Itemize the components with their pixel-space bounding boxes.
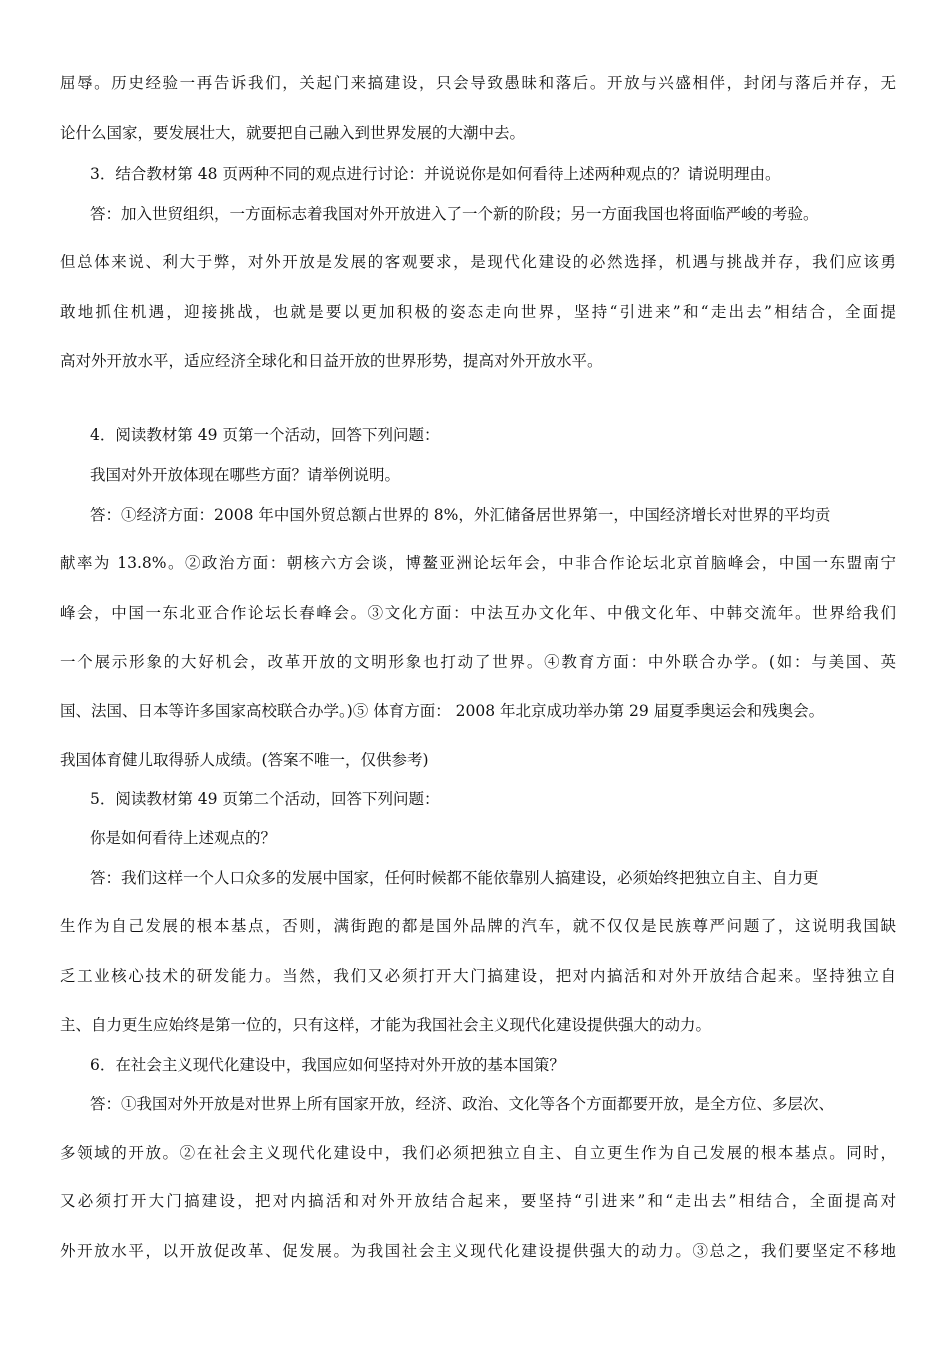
answer-6-line: 又必须打开大门搞建设，把对内搞活和对外开放结合起来，要坚持“引进来”和“走出去”相结合，全面提高对 [60, 1192, 896, 1210]
answer-3-line: 敢地抓住机遇，迎接挑战，也就是要以更加积极的姿态走向世界，坚持“引进来”和“走出去”相结合，全面提 [60, 303, 896, 321]
answer-4-line: 峰会，中国一东北亚合作论坛长春峰会。③文化方面：中法互办文化年、中俄文化年、中韩交流年。世界给我们 [60, 604, 896, 622]
question-5: 5．阅读教材第 49 页第二个活动，回答下列问题： [90, 790, 440, 808]
answer-4-line: 答：①经济方面：2008 年中国外贸总额占世界的 8%，外汇储备居世界第一，中国经济增长对世界的平均贡 [90, 506, 831, 524]
answer-3-line: 答：加入世贸组织，一方面标志着我国对外开放进入了一个新的阶段；另一方面我国也将面临严峻的考验。 [90, 205, 819, 223]
answer-6-line: 外开放水平，以开放促改革、促发展。为我国社会主义现代化建设提供强大的动力。③总之，我们要坚定不移地 [60, 1242, 896, 1260]
paragraph-line: 屈辱。历史经验一再告诉我们，关起门来搞建设，只会导致愚昧和落后。开放与兴盛相伴，封闭与落后并存，无 [60, 74, 896, 92]
answer-6-line: 多领域的开放。②在社会主义现代化建设中，我们必须把独立自主、自立更生作为自己发展的根本基点。同时， [60, 1144, 896, 1162]
answer-5-line: 答：我们这样一个人口众多的发展中国家，任何时候都不能依靠别人搞建设，必须始终把独立自主、自力更 [90, 869, 819, 887]
answer-4-line: 我国体育健儿取得骄人成绩。(答案不唯一，仅供参考) [60, 751, 429, 769]
paragraph-line: 论什么国家，要发展壮大，就要把自己融入到世界发展的大潮中去。 [60, 124, 526, 142]
question-5-prompt: 你是如何看待上述观点的？ [90, 829, 277, 847]
answer-6-line: 答：①我国对外开放是对世界上所有国家开放，经济、政治、文化等各个方面都要开放，是全方位、多层次、 [90, 1095, 835, 1113]
answer-4-line: 献率为 13.8%。②政治方面：朝核六方会谈，博鳌亚洲论坛年会，中非合作论坛北京首脑峰会，中国一东盟南宁 [60, 554, 896, 572]
question-4: 4．阅读教材第 49 页第一个活动，回答下列问题： [90, 426, 440, 444]
answer-3-line: 但总体来说、利大于弊，对外开放是发展的客观要求，是现代化建设的必然选择，机遇与挑战并存，我们应该勇 [60, 253, 896, 271]
answer-4-line: 国、法国、日本等许多国家高校联合办学。)⑤ 体育方面： 2008 年北京成功举办第 29 届夏季奥运会和残奥会。 [60, 702, 825, 720]
question-4-prompt: 我国对外开放体现在哪些方面？请举例说明。 [90, 466, 401, 484]
answer-5-line: 主、自力更生应始终是第一位的，只有这样，才能为我国社会主义现代化建设提供强大的动力。 [60, 1016, 712, 1034]
answer-5-line: 生作为自己发展的根本基点，否则，满街跑的都是国外品牌的汽车，就不仅仅是民族尊严问题了，这说明我国缺 [60, 917, 896, 935]
question-6: 6．在社会主义现代化建设中，我国应如何坚持对外开放的基本国策？ [90, 1056, 565, 1074]
answer-4-line: 一个展示形象的大好机会，改革开放的文明形象也打动了世界。④教育方面：中外联合办学。(如：与美国、英 [60, 653, 896, 671]
question-3: 3．结合教材第 48 页两种不同的观点进行讨论：并说说你是如何看待上述两种观点的？请说明理由。 [90, 165, 781, 183]
answer-5-line: 乏工业核心技术的研发能力。当然，我们又必须打开大门搞建设，把对内搞活和对外开放结合起来。坚持独立自 [60, 967, 896, 985]
answer-3-line: 高对外开放水平，适应经济全球化和日益开放的世界形势，提高对外开放水平。 [60, 352, 603, 370]
